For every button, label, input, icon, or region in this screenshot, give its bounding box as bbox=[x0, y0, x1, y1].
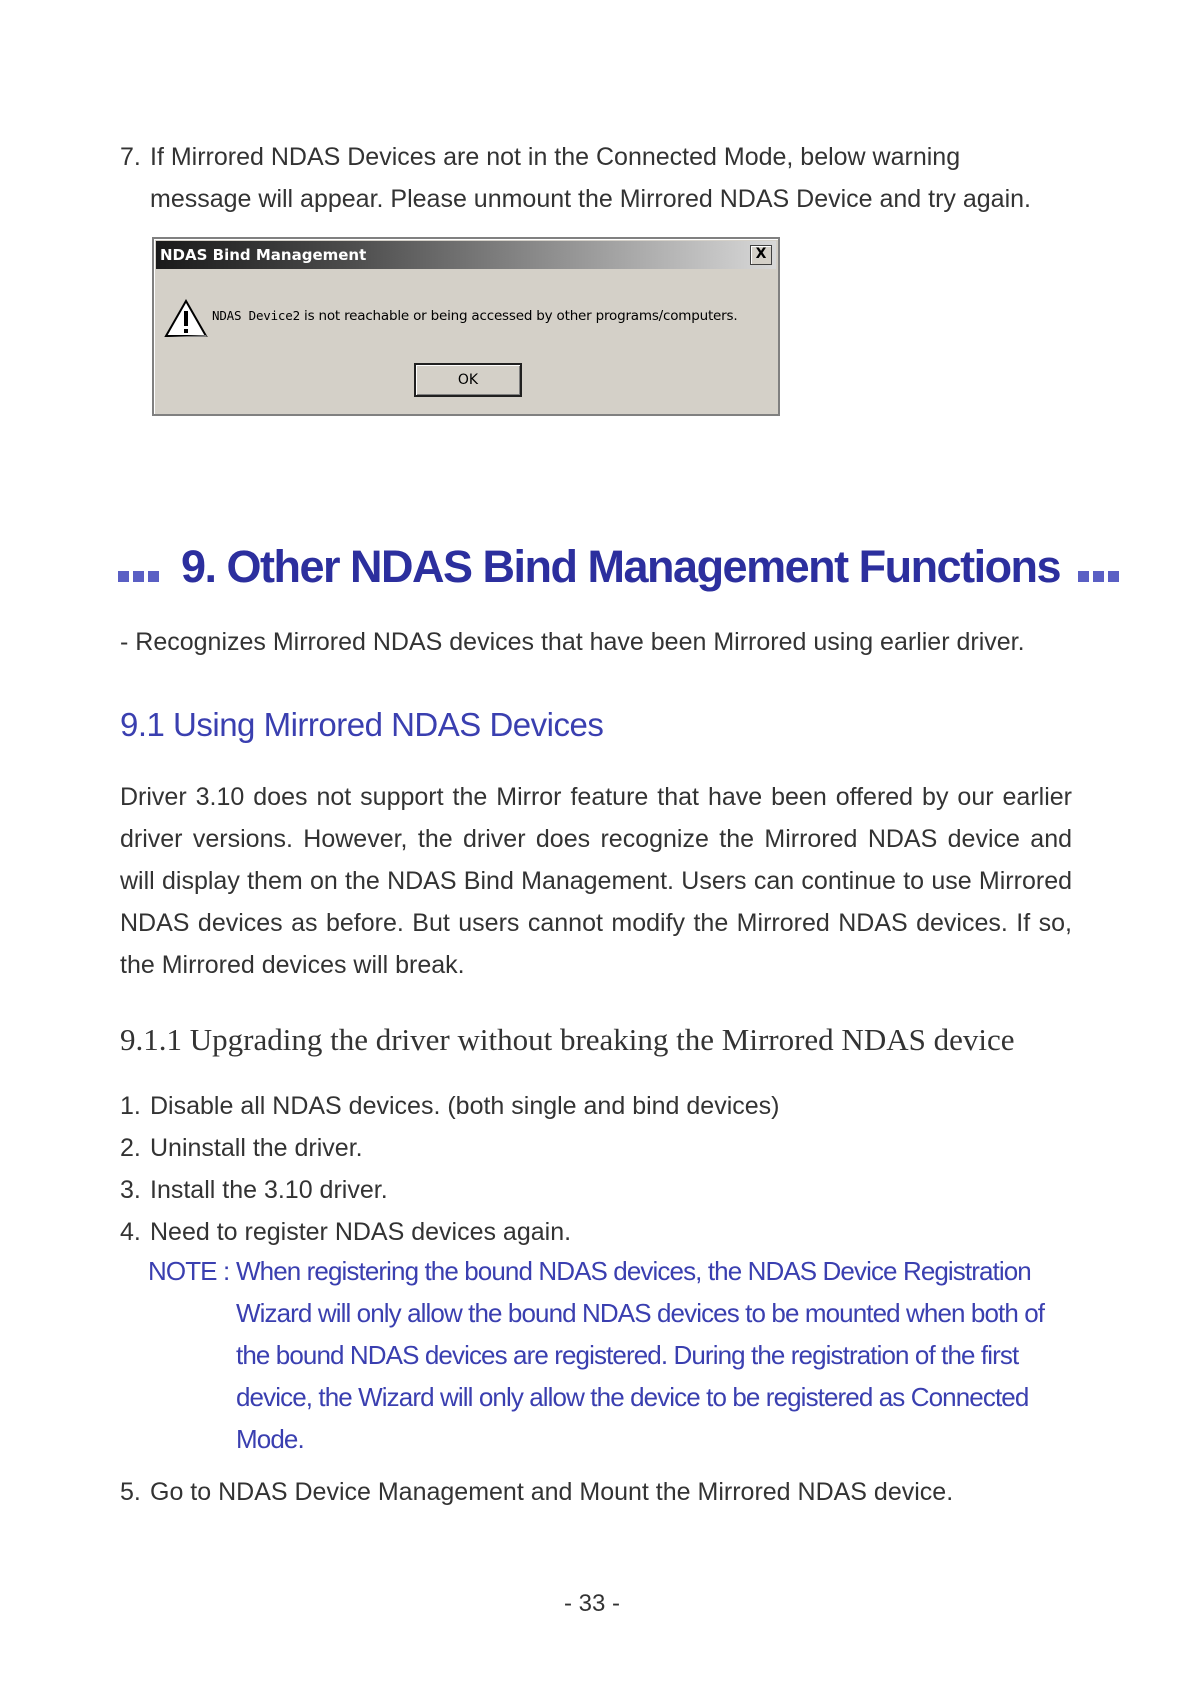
close-icon: X bbox=[755, 246, 767, 262]
step-text: Uninstall the driver. bbox=[150, 1134, 363, 1162]
list-item bbox=[120, 1211, 780, 1253]
dialog-message bbox=[212, 308, 737, 324]
step-text: Install the 3.10 driver. bbox=[150, 1176, 388, 1204]
step-text-line2: message will appear. Please unmount the Mirrored NDAS Device and try again. bbox=[150, 185, 1031, 213]
list-item bbox=[120, 1127, 780, 1169]
step-number: 1. bbox=[120, 1092, 141, 1120]
section-title: 9. Other NDAS Bind Management Functions bbox=[181, 541, 1061, 593]
subsection-paragraph: Driver 3.10 does not support the Mirror feature that have been offered by our earlier driver versions. However, the driver does recognize the Mirrored NDAS device and will display them on the NDAS Bind Management. Users can continue to use Mirrored NDAS devices as before. But users cannot modify the Mirrored NDAS devices. If so, the Mirrored devices will break. bbox=[120, 783, 1072, 979]
device-name: NDAS Device2 bbox=[212, 308, 300, 323]
section-heading bbox=[118, 538, 1098, 598]
step-number: 4. bbox=[120, 1218, 141, 1246]
step-text: Disable all NDAS devices. (both single and bind devices) bbox=[150, 1092, 780, 1120]
message-text: is not reachable or being accessed by other programs/computers. bbox=[299, 308, 738, 324]
step-text: Go to NDAS Device Management and Mount the Mirrored NDAS device. bbox=[150, 1478, 954, 1506]
step-number: 3. bbox=[120, 1176, 141, 1204]
warning-dialog bbox=[152, 237, 780, 416]
close-button[interactable] bbox=[750, 245, 772, 265]
step-number: 7. bbox=[120, 143, 141, 171]
dialog-title: NDAS Bind Management bbox=[160, 246, 367, 264]
heading-decor-right bbox=[1078, 541, 1123, 593]
subsection-title: 9.1 Using Mirrored NDAS Devices bbox=[120, 706, 604, 743]
page-number: - 33 - bbox=[563, 1590, 620, 1617]
step-5 bbox=[120, 1478, 953, 1507]
section-intro: - Recognizes Mirrored NDAS devices that have been Mirrored using earlier driver. bbox=[120, 628, 1025, 656]
step-number: 2. bbox=[120, 1134, 141, 1162]
step-7 bbox=[120, 136, 1070, 220]
steps-list bbox=[120, 1085, 780, 1253]
note-label: NOTE : bbox=[148, 1256, 230, 1286]
note-block bbox=[148, 1250, 1078, 1460]
subsubsection-title: 9.1.1 Upgrading the driver without breaking the Mirrored NDAS device bbox=[120, 1022, 1015, 1057]
step-text: Need to register NDAS devices again. bbox=[150, 1218, 572, 1246]
step-number: 5. bbox=[120, 1478, 141, 1506]
dialog-titlebar bbox=[156, 241, 776, 269]
step-text-line1: If Mirrored NDAS Devices are not in the Connected Mode, below warning bbox=[150, 143, 961, 171]
heading-decor-left bbox=[118, 541, 163, 593]
note-text: When registering the bound NDAS devices, the NDAS Device Registration Wizard will only allow the bound NDAS devices to be mounted when both of the bound NDAS devices are registered. During the registration of the first device, the Wizard will only allow the device to be registered as Connected Mode. bbox=[236, 1256, 1045, 1454]
list-item bbox=[120, 1169, 780, 1211]
list-item bbox=[120, 1085, 780, 1127]
warning-icon bbox=[164, 299, 208, 339]
ok-button[interactable]: OK bbox=[414, 363, 522, 397]
